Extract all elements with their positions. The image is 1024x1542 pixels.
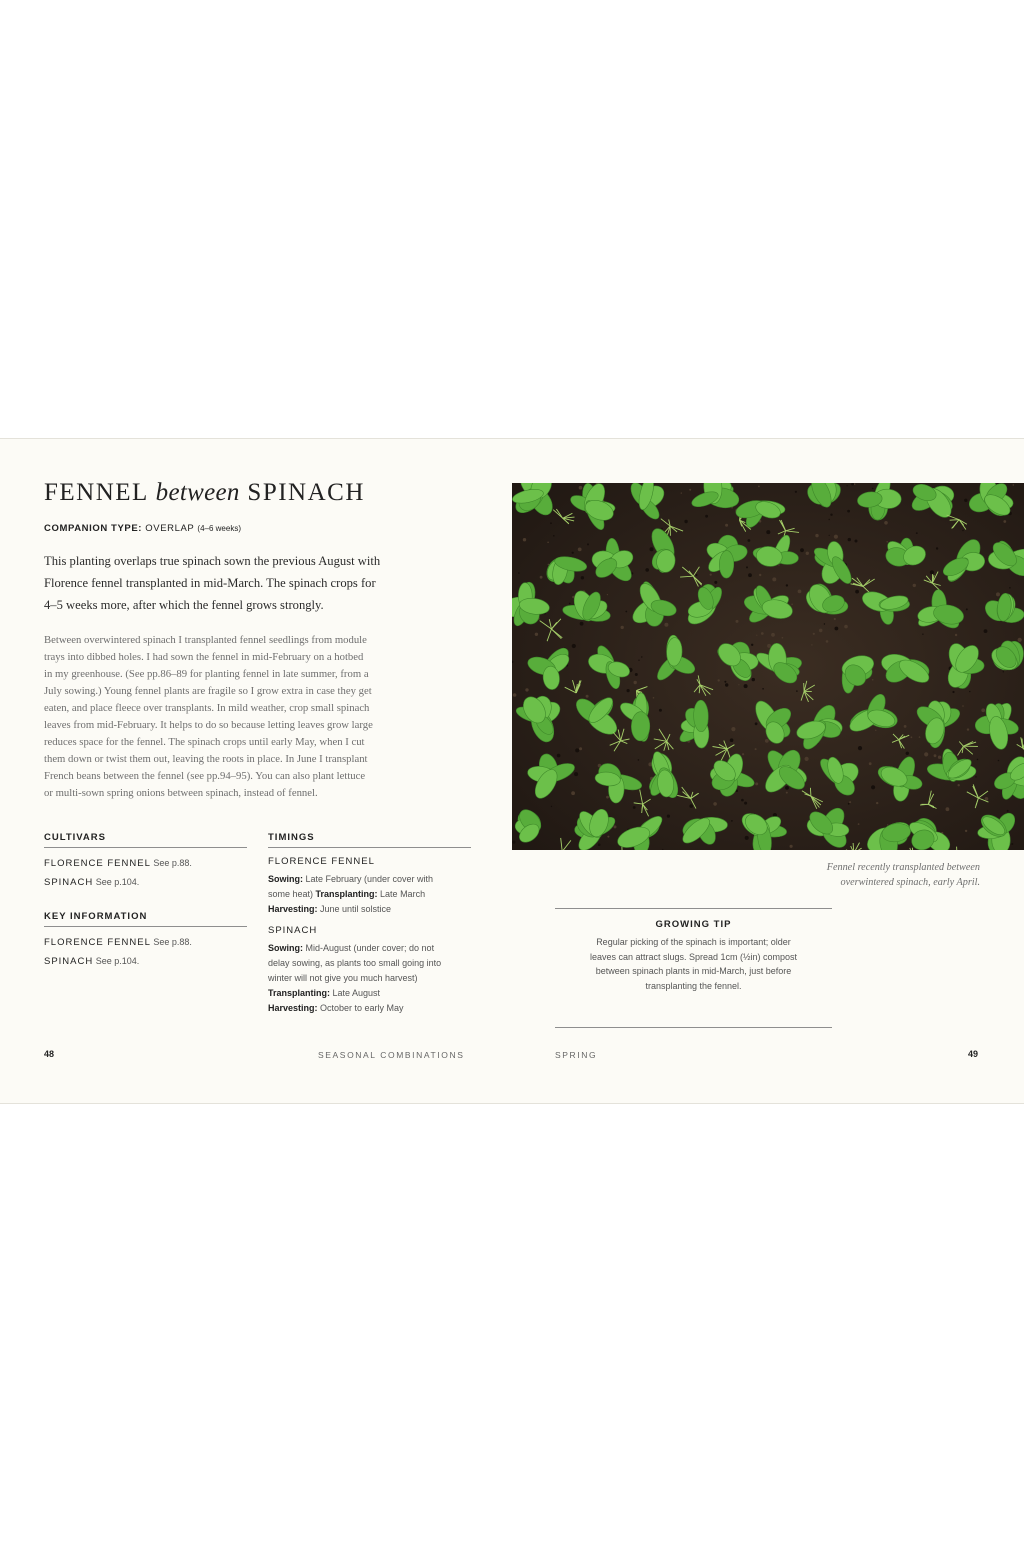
soil-speck [548, 564, 550, 566]
timings-spinach-heading: SPINACH [268, 925, 318, 936]
soil-speck [998, 760, 1000, 762]
soil-speck [756, 635, 757, 636]
soil-speck [550, 522, 552, 524]
soil-speck [755, 782, 758, 785]
spinach-leaf [631, 712, 650, 742]
soil-speck [627, 689, 630, 692]
soil-speck [748, 573, 752, 577]
soil-speck [795, 491, 797, 493]
soil-speck [718, 679, 720, 681]
growing-tip-text: Regular picking of the spinach is important; older leaves can attract slugs. Spread 1cm (½in) compost between spinach plants in mid-March, just before transplanting the fennel. [589, 937, 798, 991]
soil-speck [621, 626, 624, 629]
soil-speck [887, 824, 888, 825]
soil-speck [572, 552, 574, 554]
soil-speck [752, 678, 755, 681]
soil-speck [738, 684, 739, 685]
soil-speck [581, 576, 584, 579]
soil-speck [744, 684, 748, 688]
soil-speck [744, 802, 747, 805]
page-number-right: 49 [968, 1049, 979, 1059]
soil-speck [791, 604, 793, 606]
soil-speck [811, 644, 812, 645]
soil-speck [771, 633, 775, 637]
soil-speck [871, 785, 875, 789]
soil-speck [798, 590, 802, 594]
growing-tip-box [555, 908, 832, 1028]
soil-speck [659, 709, 662, 712]
soil-speck [748, 539, 751, 542]
soil-speck [724, 681, 726, 683]
soil-speck [765, 739, 769, 743]
soil-speck [1013, 484, 1015, 486]
book-spread [0, 438, 1024, 1104]
soil-speck [579, 486, 583, 490]
timing-line: some heat) Transplanting: Late March [268, 889, 426, 899]
spinach-leaf [693, 700, 708, 732]
soil-speck [886, 541, 888, 543]
soil-speck [930, 570, 934, 574]
soil-speck [958, 784, 960, 786]
soil-speck [966, 608, 968, 610]
soil-speck [578, 548, 582, 552]
soil-speck [607, 594, 608, 595]
soil-speck [967, 728, 969, 730]
soil-speck [955, 634, 957, 636]
running-head-right: SPRING [555, 1050, 598, 1060]
timings-section [268, 832, 471, 1016]
soil-speck [547, 542, 549, 544]
soil-speck [1018, 638, 1022, 642]
soil-speck [512, 841, 515, 844]
soil-speck [641, 656, 642, 657]
lead-paragraph: This planting overlaps true spinach sown the previous August with Florence fennel transplanted in mid-March. The spinach crops for 4–5 weeks more, after which the fennel grows strongly. [44, 554, 381, 612]
soil-speck [745, 836, 749, 840]
soil-speck [736, 620, 739, 623]
soil-speck [664, 623, 668, 627]
soil-speck [826, 640, 829, 643]
timing-line: Sowing: Late February (under cover with [268, 874, 434, 884]
soil-speck [849, 801, 851, 803]
soil-speck [965, 830, 967, 832]
soil-speck [884, 521, 888, 525]
soil-speck [574, 772, 578, 776]
timings-heading: TIMINGS [268, 832, 471, 848]
soil-speck [598, 843, 601, 846]
soil-speck [586, 695, 589, 698]
soil-speck [815, 534, 818, 537]
soil-speck [872, 679, 874, 681]
soil-speck [730, 738, 734, 742]
soil-speck [575, 748, 579, 752]
body-paragraph: Between overwintered spinach I transplanted fennel seedlings from module trays into dibbed holes. I had sown the fennel in mid-February on a hotbed in my greenhouse. (See pp.86–89 for planting fennel in late summer, from a July sowing.) Young fennel plants are fragile so I grow extra in case they get eaten, and place fleece over transplants. In mild weather, crop small spinach leaves from mid-February. It helps to do so because letting leaves grow large reduces space for the fennel. The spinach crops until early May, when I cut them down or twist them out, leaving the roots in place. In June I transplant French beans between the fennel (see pp.94–95). You can also plant lettuce or multi-sown spring onions between spinach, instead of fennel. [44, 634, 373, 799]
cultivar-item: FLORENCE FENNEL See p.88. [44, 858, 192, 869]
soil-speck [964, 499, 967, 502]
soil-speck [847, 510, 850, 513]
soil-speck [705, 515, 708, 518]
soil-speck [746, 566, 748, 568]
soil-speck [830, 514, 832, 516]
soil-speck [869, 762, 872, 765]
cultivar-item: SPINACH See p.104. [44, 877, 140, 888]
soil-speck [790, 845, 793, 848]
soil-speck [952, 691, 954, 693]
soil-speck [819, 629, 823, 633]
soil-speck [796, 690, 798, 692]
soil-speck [759, 574, 761, 576]
soil-speck [557, 754, 561, 758]
soil-speck [762, 688, 764, 690]
soil-speck [580, 622, 584, 626]
companion-type: COMPANION TYPE: OVERLAP (4–6 weeks) [44, 523, 241, 534]
key-info-item: FLORENCE FENNEL See p.88. [44, 937, 192, 948]
soil-speck [634, 681, 637, 684]
garden-photo [512, 483, 1024, 850]
running-head-left: SEASONAL COMBINATIONS [318, 1050, 465, 1060]
soil-speck [606, 796, 609, 799]
page-title: FENNEL between SPINACH [44, 479, 365, 506]
soil-speck [518, 572, 520, 574]
soil-speck [981, 708, 985, 712]
soil-speck [924, 752, 928, 756]
fennel-frond [810, 788, 811, 796]
spinach-leaf [719, 550, 734, 578]
soil-speck [806, 552, 809, 555]
soil-speck [681, 492, 682, 493]
soil-speck [835, 627, 839, 631]
soil-speck [696, 574, 698, 576]
soil-speck [607, 836, 609, 838]
soil-speck [858, 823, 860, 825]
soil-speck [653, 697, 655, 699]
soil-speck [919, 736, 921, 738]
soil-speck [778, 564, 780, 566]
key-information-section [44, 911, 247, 971]
soil-speck [962, 530, 964, 532]
soil-speck [571, 791, 575, 795]
soil-speck [766, 530, 770, 534]
soil-speck [645, 568, 649, 572]
photo-caption: Fennel recently transplanted between overwintered spinach, early April. [826, 862, 980, 888]
soil-speck [535, 633, 538, 636]
soil-speck [767, 644, 771, 648]
soil-speck [755, 722, 758, 725]
soil-speck [969, 691, 970, 692]
soil-speck [975, 776, 976, 777]
soil-speck [625, 611, 627, 613]
soil-speck [962, 705, 964, 707]
soil-speck [731, 820, 733, 822]
soil-speck [1011, 843, 1013, 845]
soil-speck [689, 489, 691, 491]
soil-speck [934, 754, 937, 757]
soil-speck [855, 590, 859, 594]
soil-speck [1003, 520, 1006, 523]
soil-speck [614, 825, 617, 828]
soil-speck [587, 543, 589, 545]
soil-speck [824, 623, 825, 624]
soil-speck [786, 584, 788, 586]
timing-line: Sowing: Mid-August (under cover; do not [268, 943, 435, 953]
soil-speck [689, 804, 693, 808]
soil-speck [525, 688, 528, 691]
soil-speck [579, 747, 582, 750]
soil-speck [569, 603, 571, 605]
soil-speck [916, 532, 918, 534]
soil-speck [848, 538, 851, 541]
soil-speck [834, 535, 838, 539]
soil-speck [725, 524, 728, 527]
soil-speck [805, 757, 809, 761]
soil-speck [741, 799, 744, 802]
soil-speck [650, 547, 654, 551]
soil-speck [785, 786, 789, 790]
soil-speck [800, 548, 804, 552]
key-info-item: SPINACH See p.104. [44, 956, 140, 967]
soil-speck [786, 792, 788, 794]
soil-speck [1003, 671, 1004, 672]
soil-speck [872, 488, 874, 490]
cultivars-heading: CULTIVARS [44, 832, 247, 848]
timing-line: delay sowing, as plants too small going into [268, 958, 442, 968]
soil-speck [904, 725, 907, 728]
soil-speck [710, 574, 712, 576]
growing-tip-heading: GROWING TIP [655, 919, 732, 930]
soil-speck [984, 629, 988, 633]
soil-speck [761, 632, 764, 635]
soil-speck [742, 753, 744, 755]
soil-speck [911, 736, 913, 738]
soil-speck [829, 535, 830, 536]
soil-speck [875, 730, 876, 731]
soil-speck [834, 618, 836, 620]
soil-speck [977, 759, 979, 761]
soil-speck [938, 756, 941, 759]
spinach-fennel-photo [512, 483, 1024, 850]
soil-speck [847, 485, 848, 486]
soil-speck [813, 633, 815, 635]
soil-speck [1009, 587, 1011, 589]
soil-speck [553, 535, 555, 537]
soil-speck [985, 797, 989, 801]
timing-line: Harvesting: October to early May [268, 1003, 404, 1013]
key-information-heading: KEY INFORMATION [44, 911, 247, 927]
cultivars-section [44, 832, 247, 892]
soil-speck [635, 673, 638, 676]
soil-speck [684, 520, 687, 523]
soil-speck [755, 748, 757, 750]
soil-speck [996, 592, 1000, 596]
soil-speck [876, 802, 878, 804]
soil-speck [758, 486, 760, 488]
soil-speck [513, 693, 517, 697]
soil-speck [772, 577, 776, 581]
soil-speck [661, 528, 663, 530]
timing-line: winter will not give you much harvest) [268, 973, 418, 983]
soil-speck [540, 576, 543, 579]
soil-speck [725, 683, 728, 686]
timing-line: Harvesting: June until solstice [268, 904, 392, 914]
soil-speck [713, 802, 717, 806]
soil-speck [1007, 810, 1009, 812]
fennel-frond [950, 520, 959, 521]
fennel-frond [642, 804, 643, 810]
soil-speck [858, 746, 862, 750]
soil-speck [638, 759, 640, 761]
soil-speck [572, 644, 576, 648]
timing-line: Transplanting: Late August [268, 988, 381, 998]
soil-speck [731, 727, 735, 731]
soil-speck [667, 815, 670, 818]
soil-speck [523, 538, 526, 541]
page-number-left: 48 [44, 1049, 55, 1059]
soil-speck [855, 540, 858, 543]
soil-speck [638, 660, 639, 661]
timings-fennel-heading: FLORENCE FENNEL [268, 856, 375, 867]
soil-speck [913, 584, 916, 587]
soil-speck [946, 807, 950, 811]
soil-speck [848, 803, 850, 805]
soil-speck [922, 634, 923, 635]
soil-speck [782, 637, 784, 639]
soil-speck [551, 806, 552, 807]
soil-speck [936, 547, 938, 549]
soil-speck [751, 644, 753, 646]
soil-speck [714, 581, 717, 584]
soil-speck [906, 752, 909, 755]
soil-speck [844, 625, 848, 629]
soil-speck [633, 806, 636, 809]
soil-speck [829, 519, 830, 520]
